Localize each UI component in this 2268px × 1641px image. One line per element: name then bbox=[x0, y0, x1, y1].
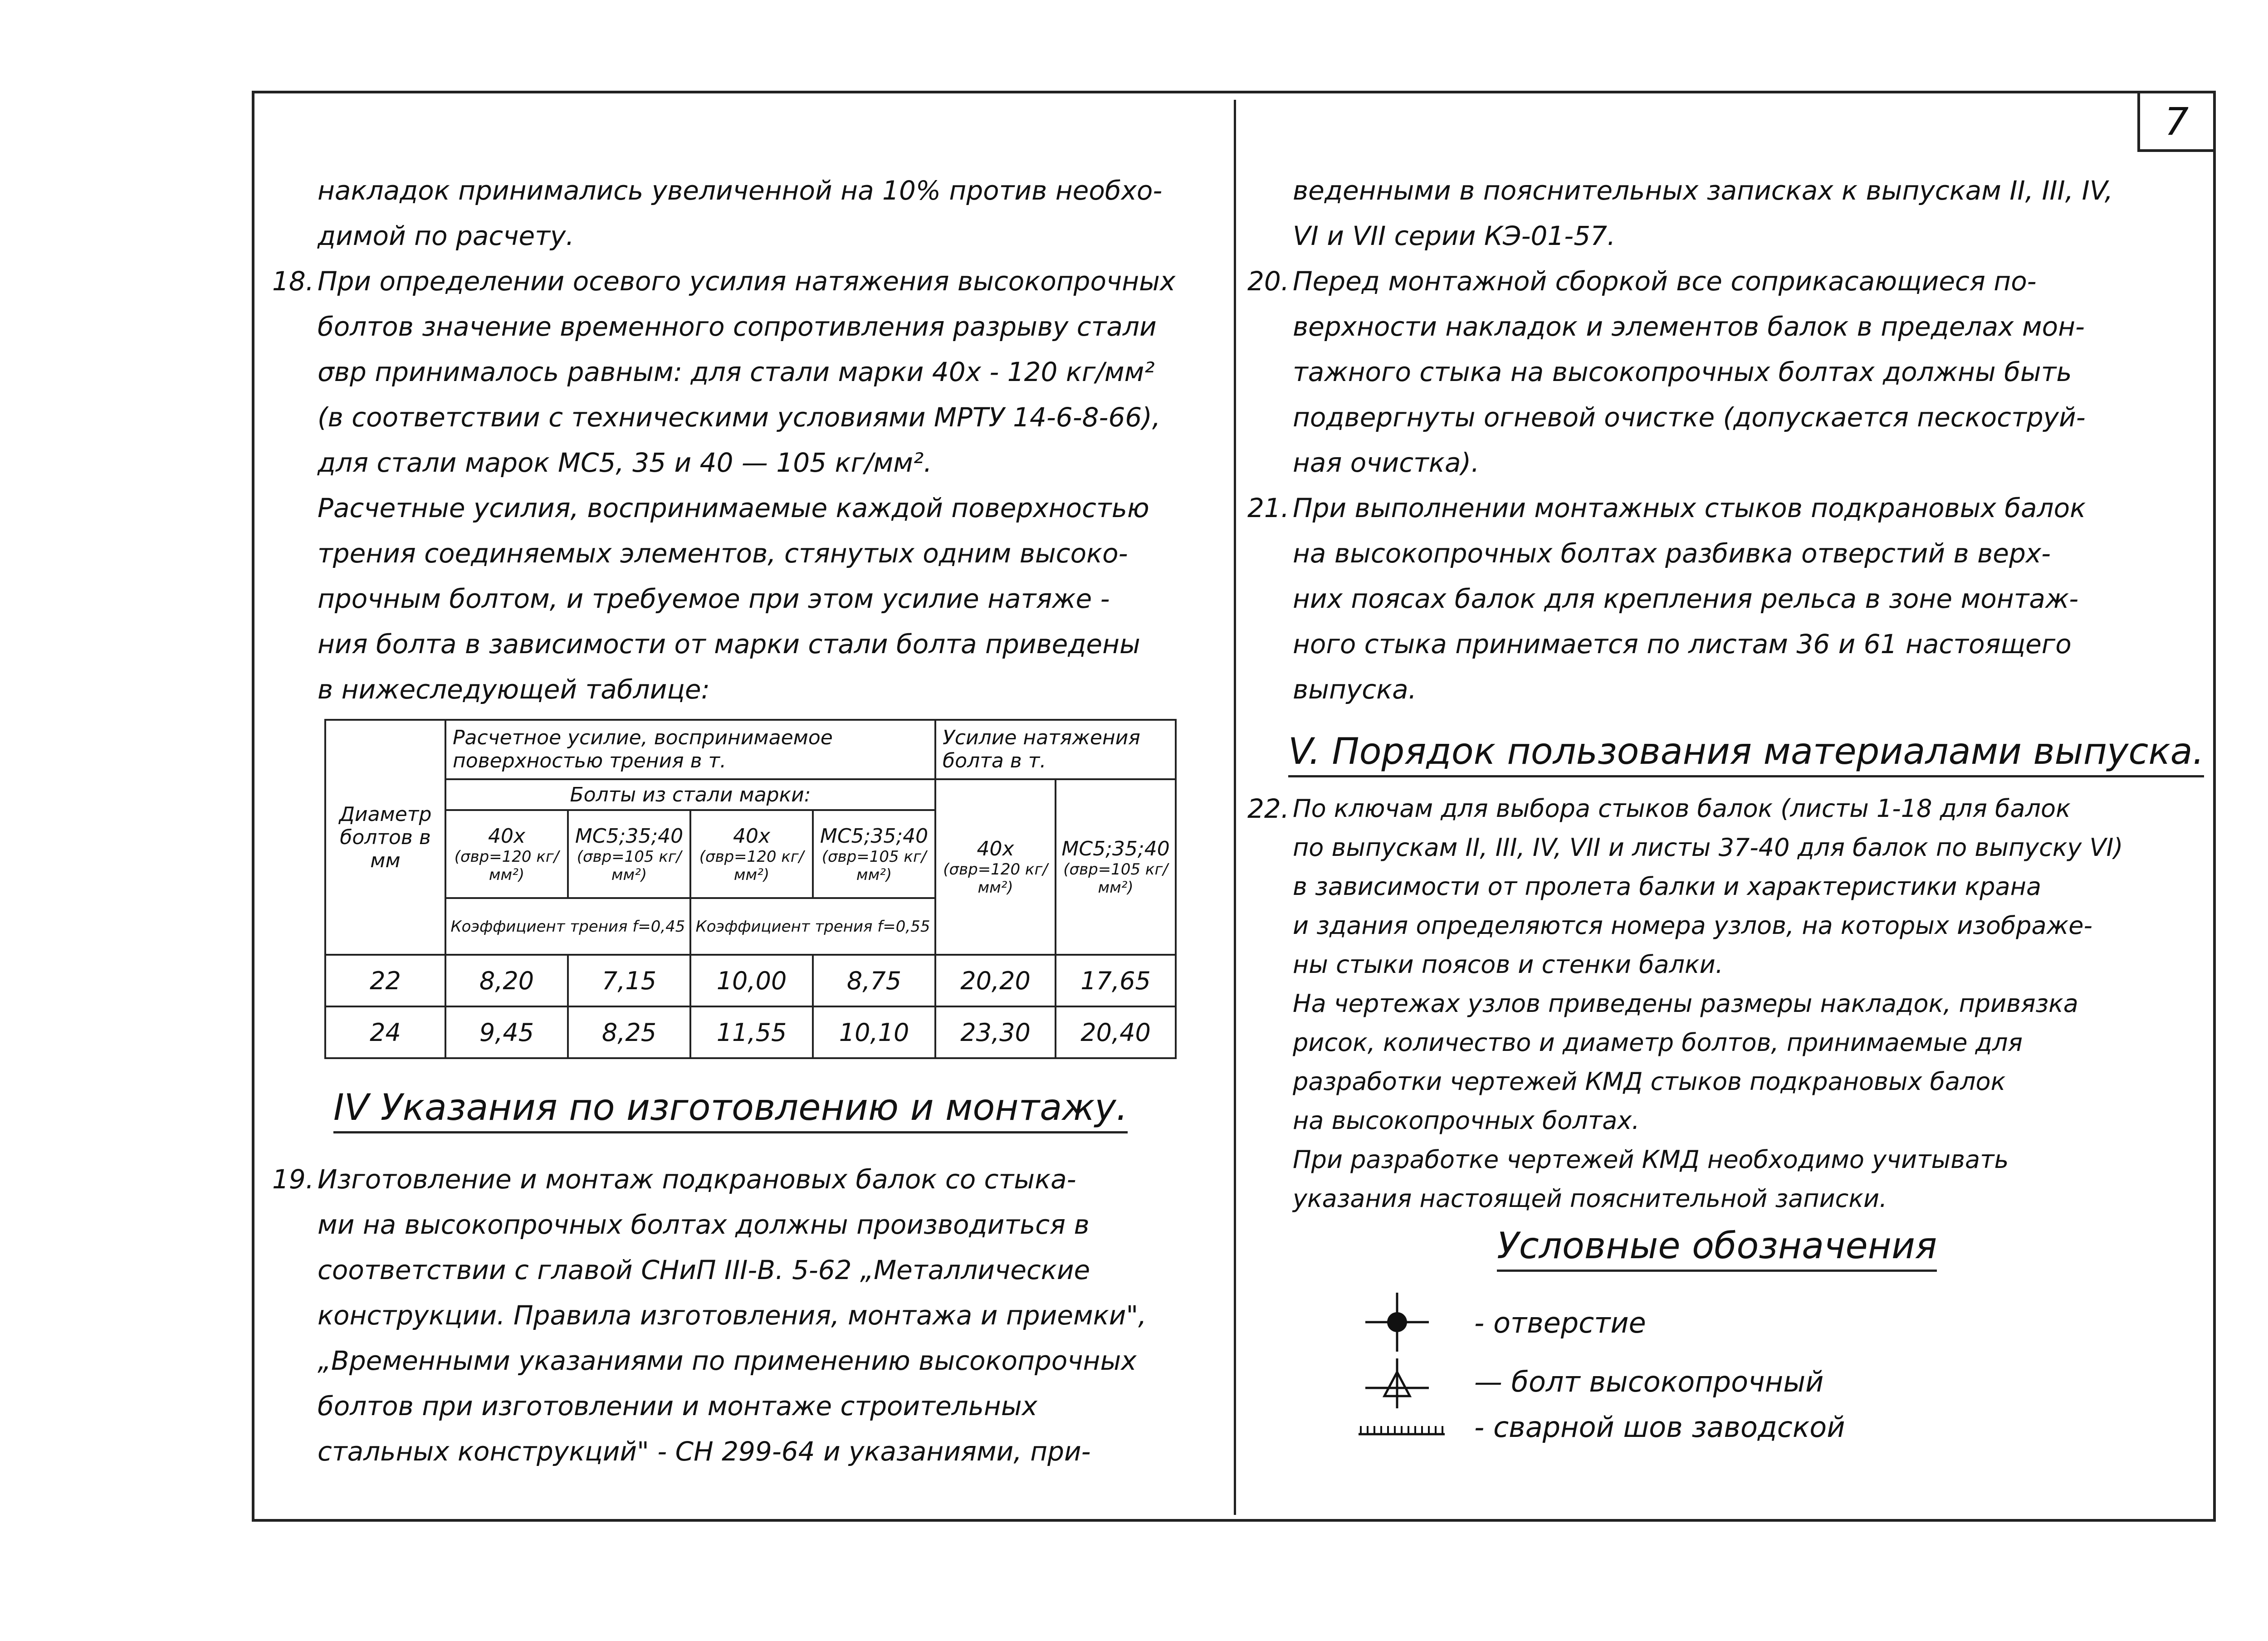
header-diameter: Диаметр болтов в мм bbox=[325, 720, 445, 955]
item-22 bbox=[1293, 789, 2123, 1218]
bolt-table bbox=[324, 719, 1177, 1059]
text-line: болтов значение временного сопротивления разрыву стали bbox=[318, 311, 1157, 342]
text-line: указания настоящей пояснительной записки. bbox=[1293, 1184, 1887, 1213]
text-line: VI и VII серии КЭ-01-57. bbox=[1293, 220, 1616, 251]
text-line: тажного стыка на высокопрочных болтах должны быть bbox=[1293, 357, 2072, 387]
header-tension-mc: МС5;35;40 (σвр=105 кг/мм²) bbox=[1056, 779, 1176, 955]
table-row: 22 8,20 7,15 10,00 8,75 20,20 17,65 bbox=[325, 955, 1176, 1006]
text-line: подвергнуты огневой очистке (допускается пескоструй- bbox=[1293, 402, 2086, 433]
item-20 bbox=[1293, 259, 2086, 485]
header-40x-2: 40х (σвр=120 кг/мм²) bbox=[690, 810, 813, 898]
header-tension: Усилие натяжения болта в т. bbox=[935, 720, 1176, 779]
text-line: Изготовление и монтаж подкрановых балок со стыка- bbox=[318, 1164, 1076, 1195]
column-divider bbox=[1234, 100, 1236, 1515]
text-line: разработки чертежей КМД стыков подкрановых балок bbox=[1293, 1067, 2006, 1096]
header-mc-2: МС5;35;40 (σвр=105 кг/мм²) bbox=[813, 810, 935, 898]
legend-label: - отверстие bbox=[1474, 1306, 1646, 1339]
right-intro bbox=[1293, 168, 2113, 259]
legend-label: — болт высокопрочный bbox=[1474, 1365, 1824, 1398]
item-19 bbox=[318, 1157, 1147, 1474]
text-line: ми на высокопрочных болтах должны производиться в bbox=[318, 1209, 1090, 1240]
text-line: ния болта в зависимости от марки стали болта приведены bbox=[318, 629, 1140, 659]
text-line: ного стыка принимается по листам 36 и 61 настоящего bbox=[1293, 629, 2072, 659]
text-line: прочным болтом, и требуемое при этом усилие натяже - bbox=[318, 583, 1110, 614]
text-line: болтов при изготовлении и монтаже строительных bbox=[318, 1391, 1037, 1421]
text-line: „Временными указаниями по применению высокопрочных bbox=[318, 1345, 1137, 1376]
text-line: ная очистка). bbox=[1293, 447, 1480, 478]
text-line: При разработке чертежей КМД необходимо учитывать bbox=[1293, 1145, 2009, 1174]
header-friction-045: Коэффициент трения f=0,45 bbox=[445, 898, 690, 955]
table-row: 24 9,45 8,25 11,55 10,10 23,30 20,40 bbox=[325, 1006, 1176, 1058]
text-line: на высокопрочных болтах. bbox=[1293, 1106, 1640, 1135]
text-line: верхности накладок и элементов балок в пределах мон- bbox=[1293, 311, 2085, 342]
text-line: веденными в пояснительных записках к выпускам II, III, IV, bbox=[1293, 175, 2113, 206]
text-line: трения соединяемых элементов, стянутых одним высоко- bbox=[318, 538, 1128, 569]
left-intro bbox=[318, 168, 1162, 259]
text-line: на высокопрочных болтах разбивка отверстий в верх- bbox=[1293, 538, 2051, 569]
text-line: накладок принимались увеличенной на 10% против необхо- bbox=[318, 175, 1163, 206]
weld-icon bbox=[1356, 1420, 1447, 1438]
text-line: димой по расчету. bbox=[318, 220, 574, 251]
section-4-title: IV Указания по изготовлению и монтажу. bbox=[333, 1086, 1128, 1133]
page-number: 7 bbox=[2137, 91, 2216, 152]
item-number: 22. bbox=[1247, 793, 1290, 824]
text-line: соответствии с главой СНиП III-В. 5-62 „Металлические bbox=[318, 1255, 1090, 1285]
text-line: для стали марок МС5, 35 и 40 — 105 кг/мм². bbox=[318, 447, 932, 478]
item-number: 20. bbox=[1247, 266, 1290, 297]
header-tension-40x: 40х (σвр=120 кг/мм²) bbox=[935, 779, 1056, 955]
text-line: Перед монтажной сборкой все соприкасающиеся по- bbox=[1293, 266, 2037, 297]
text-line: ны стыки поясов и стенки балки. bbox=[1293, 950, 1723, 979]
header-mc-1: МС5;35;40 (σвр=105 кг/мм²) bbox=[568, 810, 690, 898]
header-force: Расчетное усилие, воспринимаемое поверхностью трения в т. bbox=[445, 720, 935, 779]
text-line: При выполнении монтажных стыков подкрановых балок bbox=[1293, 493, 2086, 523]
header-bolts-steel: Болты из стали марки: bbox=[445, 779, 935, 810]
header-friction-055: Коэффициент трения f=0,55 bbox=[690, 898, 935, 955]
text-line: рисок, количество и диаметр болтов, принимаемые для bbox=[1293, 1028, 2023, 1057]
item-18 bbox=[318, 259, 1175, 712]
text-line: На чертежах узлов приведены размеры накладок, привязка bbox=[1293, 989, 2078, 1018]
legend-title: Условные обозначения bbox=[1497, 1225, 1937, 1272]
text-line: σвр принималось равным: для стали марки 40х - 120 кг/мм² bbox=[318, 357, 1155, 387]
section-5-title: V. Порядок пользования материалами выпуска. bbox=[1288, 730, 2204, 777]
bolt-icon bbox=[1356, 1356, 1438, 1411]
text-line: (в соответствии с техническими условиями МРТУ 14-6-8-66), bbox=[318, 402, 1161, 433]
header-40x-1: 40х (σвр=120 кг/мм²) bbox=[445, 810, 568, 898]
text-line: по выпускам II, III, IV, VII и листы 37-40 для балок по выпуску VI) bbox=[1293, 833, 2123, 862]
item-number: 21. bbox=[1247, 493, 1290, 523]
text-line: По ключам для выбора стыков балок (листы 1-18 для балок bbox=[1293, 794, 2071, 823]
text-line: конструкции. Правила изготовления, монтажа и приемки", bbox=[318, 1300, 1147, 1331]
legend-label: - сварной шов заводской bbox=[1474, 1411, 1845, 1444]
text-line: в нижеследующей таблице: bbox=[318, 674, 710, 705]
text-line: них поясах балок для крепления рельса в зоне монтаж- bbox=[1293, 583, 2079, 614]
hole-icon bbox=[1356, 1288, 1438, 1356]
item-number: 18. bbox=[272, 266, 314, 297]
text-line: При определении осевого усилия натяжения высокопрочных bbox=[318, 266, 1176, 297]
text-line: в зависимости от пролета балки и характеристики крана bbox=[1293, 872, 2042, 901]
text-line: и здания определяются номера узлов, на которых изображе- bbox=[1293, 911, 2092, 940]
item-21 bbox=[1293, 485, 2086, 712]
text-line: стальных конструкций" - СН 299-64 и указаниями, при- bbox=[318, 1436, 1091, 1467]
text-line: Расчетные усилия, воспринимаемые каждой поверхностью bbox=[318, 493, 1149, 523]
item-number: 19. bbox=[272, 1164, 314, 1195]
text-line: выпуска. bbox=[1293, 674, 1417, 705]
